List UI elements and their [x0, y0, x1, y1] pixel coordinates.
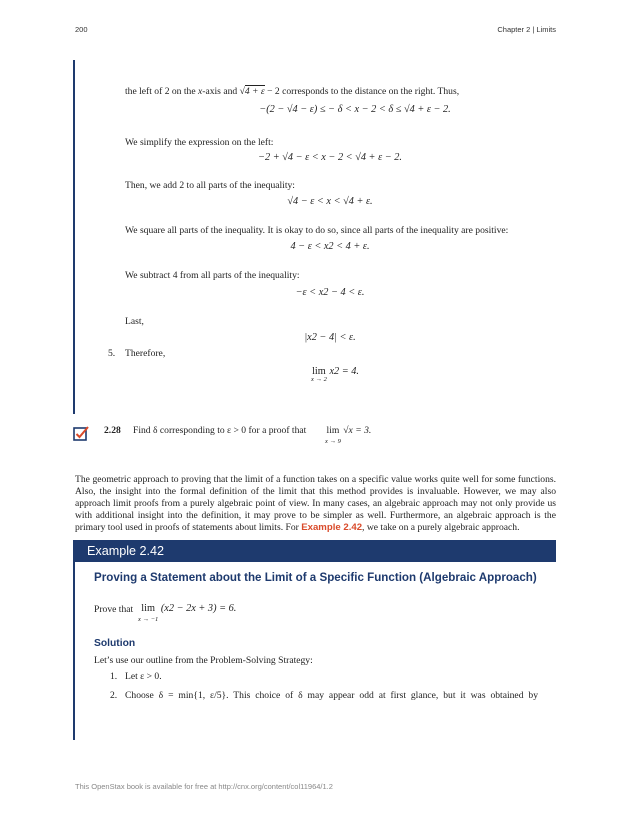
exercise-lim-expression: √x = 3.: [343, 425, 372, 436]
lim-operator: lim: [312, 366, 326, 377]
page-number: 200: [75, 25, 88, 34]
equation-3: √4 − ε < x < √4 + ε.: [287, 196, 373, 207]
add-two-text: Then, we add 2 to all parts of the inequality:: [125, 180, 295, 191]
example-link[interactable]: Example 2.42: [301, 522, 363, 534]
proof-side-bar: [73, 60, 75, 414]
simplify-text: We simplify the expression on the left:: [125, 137, 274, 148]
step-1-number: 1.: [110, 671, 118, 682]
step-2-text: Choose δ = min{1, ε/5}. This choice of δ may appear odd at first glance, but it was obtained by: [125, 690, 538, 701]
chapter-header: Chapter 2 | Limits: [497, 25, 556, 34]
page-footer: This OpenStax book is available for free at http://cnx.org/content/col11964/1.2: [75, 782, 333, 791]
example-limit: [138, 603, 236, 626]
step-5-number: 5.: [108, 348, 116, 359]
example-header: [73, 540, 556, 562]
pencil-checkbox-icon: [73, 425, 91, 441]
example-lim-operator: lim: [141, 603, 155, 614]
exercise-text: Find δ corresponding to ε > 0 for a proof that: [133, 425, 307, 436]
algebraic-approach-paragraph: The geometric approach to proving that the limit of a function takes on a specific value works quite well for some functions. Also, the insight into the formal definition of the limit that this method provides is invaluable. However, we may also approach limit proofs from a purely algebraic point of view. In many cases, an algebraic approach may not only provide us with additional insight into the definition, it may prove to be simpler as well. Furthermore, an algebraic approach is the primary tool used in proofs of statements about limits. For Example 2.42, we take on a purely algebraic approach.: [75, 474, 556, 534]
exercise-number: 2.28: [104, 425, 121, 436]
exercise-lim-subscript: x → 9: [325, 438, 341, 445]
solution-heading: Solution: [94, 638, 136, 649]
lim-subscript: x → 2: [310, 376, 327, 383]
step-1-text: Let ε > 0.: [125, 671, 162, 682]
equation-7: [300, 366, 370, 383]
example-title: Proving a Statement about the Limit of a Specific Function (Algebraic Approach): [94, 571, 537, 584]
equation-1: −(2 − √4 − ε) ≤ − δ < x − 2 < δ ≤ √4 + ε − 2.: [259, 104, 451, 115]
equation-4: 4 − ε < x2 < 4 + ε.: [290, 241, 370, 252]
proof-line-1: the left of 2 on the x-axis and √4 + ε − 2 corresponds to the distance on the right. Thus,: [125, 86, 460, 97]
step-5-text: Therefore,: [125, 348, 166, 359]
example-lim-subscript: x → −1: [138, 616, 159, 623]
lim-expression: x2 = 4.: [329, 366, 359, 377]
last-text: Last,: [125, 316, 144, 327]
square-text: We square all parts of the inequality. It is okay to do so, since all parts of the inequality are positive:: [125, 225, 509, 236]
equation-2: −2 + √4 − ε < x − 2 < √4 + ε − 2.: [258, 152, 402, 163]
equation-6: |x2 − 4| < ε.: [304, 332, 356, 343]
subtract-text: We subtract 4 from all parts of the inequality:: [125, 270, 300, 281]
exercise-lim-operator: lim: [326, 425, 340, 436]
equation-5: −ε < x2 − 4 < ε.: [295, 287, 365, 298]
prove-that-text: Prove that: [94, 604, 134, 615]
exercise-limit: [325, 425, 371, 448]
solution-intro: Let’s use our outline from the Problem-Solving Strategy:: [94, 655, 313, 666]
example-side-bar: [73, 562, 75, 740]
step-2-number: 2.: [110, 690, 118, 701]
example-lim-expression: (x2 − 2x + 3) = 6.: [160, 603, 237, 614]
example-label: Example 2.42: [87, 544, 165, 558]
